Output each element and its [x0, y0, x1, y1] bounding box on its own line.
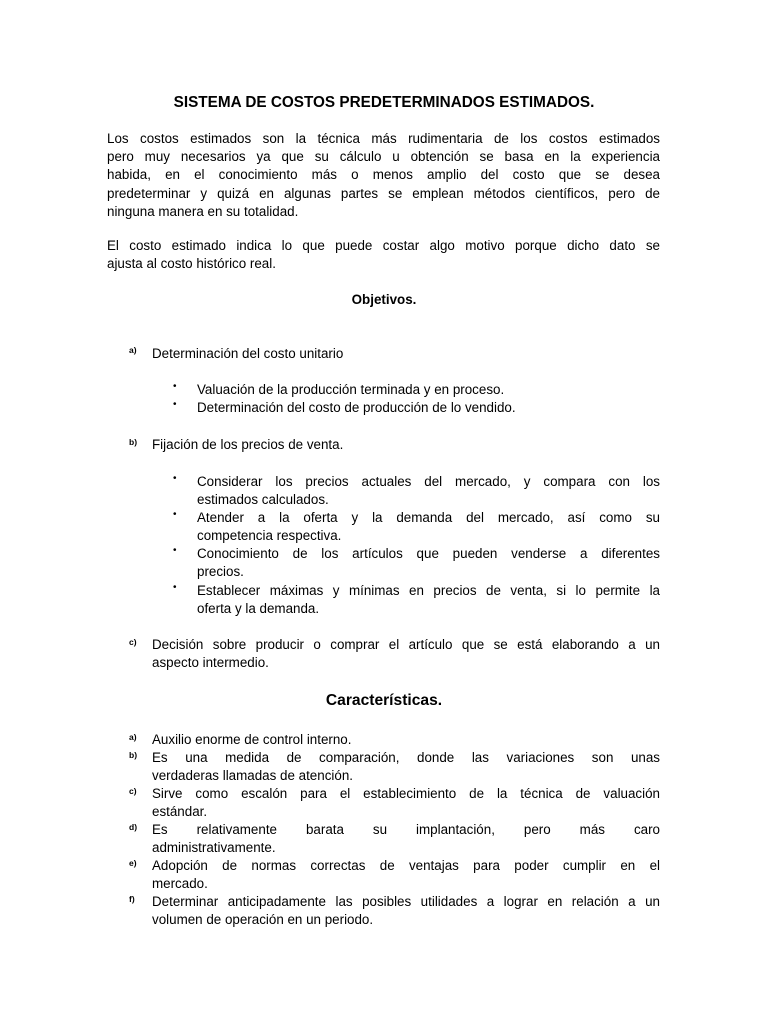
second-paragraph [107, 237, 660, 273]
bullet-item [197, 399, 660, 417]
bullet-icon: • [173, 381, 177, 392]
list-marker: e) [129, 858, 137, 868]
bullet-icon: • [173, 509, 177, 520]
paragraph-line: predeterminar y quizá en algunas partes se emplean métodos científicos, pero de [107, 185, 660, 201]
caracteristica-item [152, 857, 660, 893]
paragraph-line: ajusta al costo histórico real. [107, 256, 276, 272]
list-item-text: verdaderas llamadas de atención. [152, 768, 353, 784]
list-marker: f) [129, 894, 135, 904]
list-item-text: Auxilio enorme de control interno. [152, 732, 352, 747]
list-item-text: Determinación del costo unitario [152, 346, 344, 361]
bullet-item [197, 545, 660, 581]
bullet-text: estimados calculados. [197, 492, 329, 508]
list-marker: b) [129, 750, 138, 760]
objetivo-c [152, 636, 660, 672]
list-marker: c) [129, 786, 137, 796]
intro-paragraph [107, 130, 660, 221]
list-item-text: Sirve como escalón para el establecimiento de la técnica de valuación [152, 786, 660, 801]
bullet-text: Valuación de la producción terminada y en proceso. [197, 382, 505, 397]
list-item-text: Decisión sobre producir o comprar el artículo que se está elaborando a un [152, 637, 660, 652]
list-item-text: estándar. [152, 804, 208, 820]
caracteristica-item [152, 893, 660, 929]
objetivo-a [152, 345, 660, 363]
list-item-text: Adopción de normas correctas de ventajas para poder cumplir en el [152, 858, 660, 873]
document-title: SISTEMA DE COSTOS PREDETERMINADOS ESTIMADOS. [173, 94, 595, 111]
bullet-icon: • [173, 399, 177, 410]
list-marker: d) [129, 822, 138, 832]
objetivo-b [152, 436, 660, 454]
bullet-icon: • [173, 545, 177, 556]
bullet-icon: • [173, 473, 177, 484]
paragraph-line: Los costos estimados son la técnica más rudimentaria de los costos estimados [107, 131, 660, 146]
paragraph-line: El costo estimado indica lo que puede costar algo motivo porque dicho dato se [107, 238, 660, 253]
list-item-text: Es una medida de comparación, donde las variaciones son unas [152, 750, 660, 765]
caracteristica-item [152, 821, 660, 857]
bullet-text: competencia respectiva. [197, 528, 342, 544]
caracteristicas-heading: Características. [325, 692, 443, 709]
bullet-item [197, 509, 660, 545]
caracteristica-item [152, 749, 660, 785]
bullet-text: oferta y la demanda. [197, 601, 320, 617]
bullet-text: Establecer máximas y mínimas en precios de venta, si lo permite la [197, 583, 660, 598]
paragraph-line: pero muy necesarios ya que su cálculo u obtención se basa en la experiencia [107, 149, 660, 165]
bullet-text: Conocimiento de los artículos que pueden venderse a diferentes [197, 546, 660, 561]
list-item-text: mercado. [152, 876, 208, 892]
list-marker: a) [129, 345, 137, 355]
list-marker: c) [129, 637, 137, 647]
bullet-text: precios. [197, 564, 244, 580]
list-item-text: volumen de operación en un periodo. [152, 912, 374, 928]
bullet-text: Considerar los precios actuales del mercado, y compara con los [197, 474, 660, 489]
list-marker: a) [129, 732, 137, 742]
bullet-item [197, 582, 660, 618]
list-item-text: Determinar anticipadamente las posibles utilidades a lograr en relación a un [152, 894, 660, 909]
paragraph-line: habida, en el conocimiento más o menos amplio del costo que se desea [107, 167, 660, 183]
list-item-text: aspecto intermedio. [152, 655, 269, 671]
bullet-icon: • [173, 582, 177, 593]
list-item-text: Fijación de los precios de venta. [152, 437, 344, 452]
paragraph-line: ninguna manera en su totalidad. [107, 203, 299, 219]
bullet-text: Determinación del costo de producción de lo vendido. [197, 400, 516, 415]
objetivos-heading: Objetivos. [351, 292, 417, 307]
list-marker: b) [129, 437, 138, 447]
bullet-text: Atender a la oferta y la demanda del mercado, así como su [197, 510, 660, 525]
list-item-text: administrativamente. [152, 840, 276, 856]
caracteristica-item [152, 785, 660, 821]
list-item-text: Es relativamente barata su implantación, pero más caro [152, 822, 660, 837]
bullet-item [197, 381, 660, 399]
bullet-item [197, 473, 660, 509]
caracteristica-item [152, 731, 660, 749]
